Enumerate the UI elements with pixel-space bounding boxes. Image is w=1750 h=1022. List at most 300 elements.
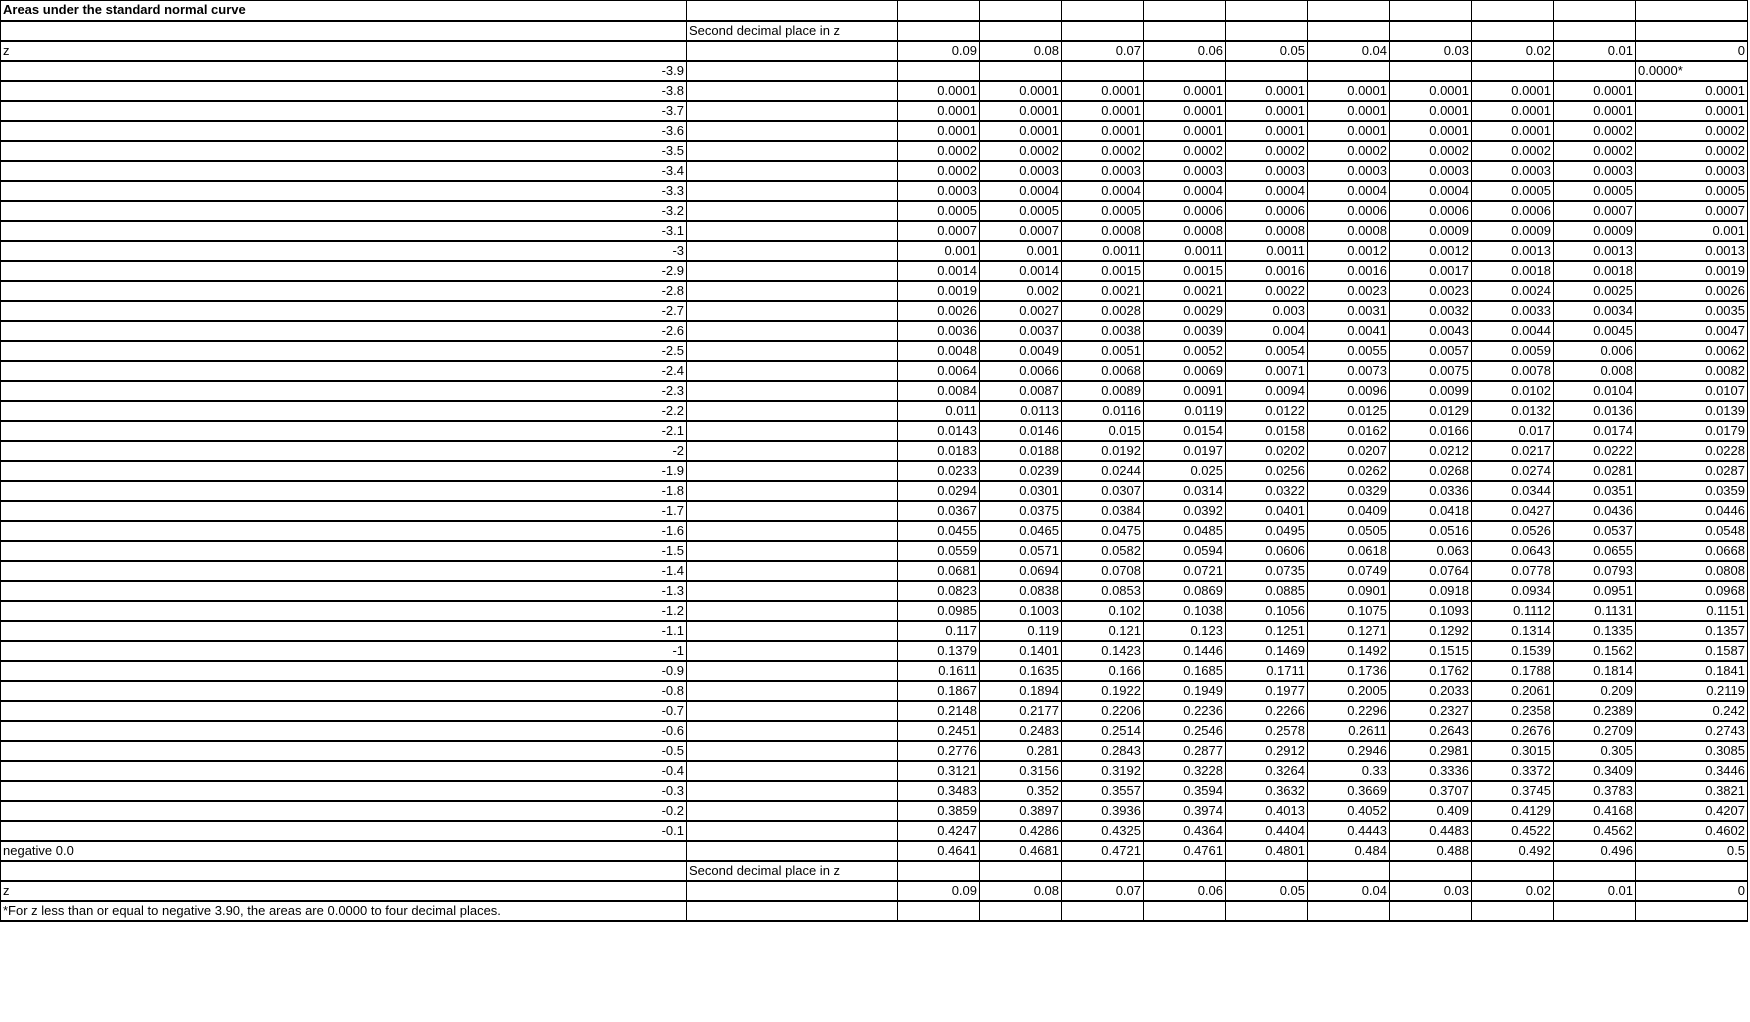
area-value[interactable]: 0.0043 [1390,321,1472,341]
area-value[interactable]: 0.0002 [1636,121,1748,141]
area-value[interactable]: 0.496 [1554,841,1636,861]
area-value[interactable]: 0.2709 [1554,721,1636,741]
area-value[interactable]: 0.2358 [1472,701,1554,721]
area-value[interactable]: 0.0505 [1308,521,1390,541]
area-value[interactable]: 0.33 [1308,761,1390,781]
empty-cell[interactable] [687,481,898,501]
area-value[interactable]: 0.0901 [1308,581,1390,601]
area-value[interactable]: 0.0951 [1554,581,1636,601]
area-value[interactable]: 0.0001 [1472,101,1554,121]
area-value[interactable]: 0.4602 [1636,821,1748,841]
area-value[interactable]: 0.117 [898,621,980,641]
area-value[interactable]: 0.166 [1062,661,1144,681]
area-value[interactable]: 0.2451 [898,721,980,741]
area-value[interactable]: 0.1251 [1226,621,1308,641]
area-value[interactable]: 0.1894 [980,681,1062,701]
area-value[interactable]: 0.0749 [1308,561,1390,581]
empty-cell[interactable] [1554,21,1636,41]
area-value[interactable]: 0.0764 [1390,561,1472,581]
area-value[interactable]: 0.0005 [1062,201,1144,221]
area-value[interactable]: 0.0192 [1062,441,1144,461]
area-value[interactable]: 0.2643 [1390,721,1472,741]
empty-cell[interactable] [687,801,898,821]
z-value-left[interactable]: -1.6 [1,521,687,541]
area-value[interactable]: 0.0003 [980,161,1062,181]
area-value[interactable]: 0.0001 [1226,81,1308,101]
empty-cell[interactable] [687,201,898,221]
area-value[interactable]: 0.0003 [898,181,980,201]
area-value[interactable]: 0.0039 [1144,321,1226,341]
empty-cell[interactable] [687,261,898,281]
empty-cell[interactable] [1308,21,1390,41]
area-value[interactable]: 0.484 [1308,841,1390,861]
area-value[interactable]: 0.0239 [980,461,1062,481]
empty-cell[interactable] [1636,901,1748,921]
area-value[interactable]: 0.0026 [898,301,980,321]
area-value[interactable]: 0.1492 [1308,641,1390,661]
empty-cell[interactable] [1472,1,1554,21]
area-value[interactable]: 0.0016 [1308,261,1390,281]
area-value[interactable]: 0.0139 [1636,401,1748,421]
area-value[interactable]: 0.1093 [1390,601,1472,621]
area-value[interactable] [1062,61,1144,81]
area-value[interactable]: 0.0401 [1226,501,1308,521]
area-value[interactable]: 0.0125 [1308,401,1390,421]
area-value[interactable]: 0.1685 [1144,661,1226,681]
area-value[interactable]: 0.0606 [1226,541,1308,561]
footnote[interactable]: *For z less than or equal to negative 3.90, the areas are 0.0000 to four decimal places. [1,901,687,921]
area-value[interactable]: 0.0006 [1144,201,1226,221]
area-value[interactable]: 0.1736 [1308,661,1390,681]
area-value[interactable]: 0.4443 [1308,821,1390,841]
area-value[interactable]: 0.0091 [1144,381,1226,401]
z-value-left[interactable]: -3.5 [1,141,687,161]
area-value[interactable]: 0.2033 [1390,681,1472,701]
area-value[interactable]: 0.0071 [1226,361,1308,381]
area-value[interactable]: 0.0003 [1472,161,1554,181]
z-value-left[interactable]: -3.4 [1,161,687,181]
area-value[interactable]: 0.4052 [1308,801,1390,821]
area-value[interactable]: 0.0031 [1308,301,1390,321]
area-value[interactable]: 0.0052 [1144,341,1226,361]
z-value-left[interactable]: -2 [1,441,687,461]
empty-cell[interactable] [1144,901,1226,921]
area-value[interactable]: 0.4168 [1554,801,1636,821]
area-value[interactable]: 0.0681 [898,561,980,581]
area-value[interactable]: 0.0015 [1062,261,1144,281]
area-value[interactable]: 0.3336 [1390,761,1472,781]
area-value[interactable]: 0.0007 [1636,201,1748,221]
column-header[interactable]: 0.02 [1472,41,1554,61]
area-value[interactable]: 0.4364 [1144,821,1226,841]
empty-cell[interactable] [1390,861,1472,881]
area-value[interactable]: 0.0002 [1308,141,1390,161]
area-value[interactable]: 0.0002 [1554,141,1636,161]
empty-cell[interactable] [980,861,1062,881]
area-value[interactable]: 0.0329 [1308,481,1390,501]
column-header-bottom[interactable]: 0.03 [1390,881,1472,901]
area-value[interactable]: 0.0001 [1636,81,1748,101]
area-value[interactable]: 0.0655 [1554,541,1636,561]
area-value[interactable]: 0.0244 [1062,461,1144,481]
z-value-left[interactable]: -3.8 [1,81,687,101]
area-value[interactable]: 0.3156 [980,761,1062,781]
z-value-left[interactable]: -3.6 [1,121,687,141]
area-value[interactable]: 0.0002 [1226,141,1308,161]
area-value[interactable]: 0.0001 [898,121,980,141]
area-value[interactable]: 0.3669 [1308,781,1390,801]
area-value[interactable]: 0.0089 [1062,381,1144,401]
area-value[interactable]: 0.0559 [898,541,980,561]
area-value[interactable]: 0.0002 [1144,141,1226,161]
area-value[interactable]: 0.3557 [1062,781,1144,801]
area-value[interactable]: 0.3632 [1226,781,1308,801]
area-value[interactable]: 0.4325 [1062,821,1144,841]
area-value[interactable]: 0.0287 [1636,461,1748,481]
area-value[interactable]: 0.1977 [1226,681,1308,701]
area-value[interactable]: 0.0005 [1472,181,1554,201]
z-value-left[interactable]: -0.9 [1,661,687,681]
empty-cell[interactable] [687,601,898,621]
area-value[interactable]: 0.0006 [1390,201,1472,221]
area-value[interactable]: 0.0013 [1636,241,1748,261]
area-value[interactable]: 0.1788 [1472,661,1554,681]
area-value[interactable]: 0.025 [1144,461,1226,481]
empty-cell[interactable] [687,501,898,521]
empty-cell[interactable] [1636,1,1748,21]
area-value[interactable]: 0.0045 [1554,321,1636,341]
z-value-left[interactable]: -2.8 [1,281,687,301]
area-value[interactable]: 0.0007 [1554,201,1636,221]
area-value[interactable]: 0.2266 [1226,701,1308,721]
area-value[interactable]: 0.0002 [898,161,980,181]
empty-cell[interactable] [687,541,898,561]
area-value[interactable]: 0.0013 [1472,241,1554,261]
area-value[interactable]: 0.1635 [980,661,1062,681]
area-value[interactable]: 0.0174 [1554,421,1636,441]
area-value[interactable]: 0.0778 [1472,561,1554,581]
area-value[interactable]: 0.0027 [980,301,1062,321]
empty-cell[interactable] [687,61,898,81]
area-value[interactable]: 0.1762 [1390,661,1472,681]
area-value[interactable] [898,61,980,81]
column-header[interactable]: 0.03 [1390,41,1472,61]
area-value[interactable] [1144,61,1226,81]
empty-cell[interactable] [1062,1,1144,21]
area-value[interactable]: 0.0409 [1308,501,1390,521]
area-value[interactable]: 0.001 [1636,221,1748,241]
area-value[interactable]: 0.1151 [1636,601,1748,621]
area-value[interactable] [1472,61,1554,81]
z-value-left[interactable]: -0.5 [1,741,687,761]
area-value[interactable]: 0.0001 [1144,81,1226,101]
area-value[interactable]: 0.0000* [1636,61,1748,81]
area-value[interactable]: 0.1292 [1390,621,1472,641]
area-value[interactable]: 0.0011 [1062,241,1144,261]
empty-cell[interactable] [1308,901,1390,921]
area-value[interactable]: 0.0793 [1554,561,1636,581]
area-value[interactable]: 0.0003 [1226,161,1308,181]
area-value[interactable]: 0.2236 [1144,701,1226,721]
area-value[interactable]: 0.0985 [898,601,980,621]
area-value[interactable]: 0.1922 [1062,681,1144,701]
empty-cell[interactable] [1144,1,1226,21]
empty-cell[interactable] [1472,861,1554,881]
column-header-bottom[interactable]: 0.06 [1144,881,1226,901]
area-value[interactable]: 0.2946 [1308,741,1390,761]
area-value[interactable]: 0.1357 [1636,621,1748,641]
area-value[interactable]: 0.004 [1226,321,1308,341]
column-header[interactable]: 0.08 [980,41,1062,61]
area-value[interactable]: 0.0495 [1226,521,1308,541]
area-value[interactable]: 0.0004 [1062,181,1144,201]
area-value[interactable]: 0.0001 [1308,121,1390,141]
area-value[interactable]: 0.0019 [898,281,980,301]
area-value[interactable]: 0.0009 [1472,221,1554,241]
area-value[interactable]: 0.0351 [1554,481,1636,501]
area-value[interactable]: 0.0002 [980,141,1062,161]
z-value-left[interactable]: -2.5 [1,341,687,361]
empty-cell[interactable] [687,221,898,241]
empty-cell[interactable] [898,21,980,41]
area-value[interactable]: 0.3192 [1062,761,1144,781]
area-value[interactable]: 0.0028 [1062,301,1144,321]
area-value[interactable]: 0.0001 [1636,101,1748,121]
area-value[interactable]: 0.1814 [1554,661,1636,681]
area-value[interactable]: 0.0023 [1390,281,1472,301]
area-value[interactable]: 0.0018 [1554,261,1636,281]
area-value[interactable]: 0.0001 [1062,121,1144,141]
area-value[interactable]: 0.1515 [1390,641,1472,661]
z-value-left[interactable]: -2.3 [1,381,687,401]
area-value[interactable]: 0.0051 [1062,341,1144,361]
area-value[interactable]: 0.0002 [1636,141,1748,161]
area-value[interactable]: 0.0446 [1636,501,1748,521]
area-value[interactable]: 0.0019 [1636,261,1748,281]
area-value[interactable]: 0.0075 [1390,361,1472,381]
area-value[interactable]: 0.0008 [1062,221,1144,241]
area-value[interactable]: 0.0002 [1390,141,1472,161]
area-value[interactable]: 0.0016 [1226,261,1308,281]
area-value[interactable]: 0.1131 [1554,601,1636,621]
area-value[interactable]: 0.1335 [1554,621,1636,641]
area-value[interactable]: 0.209 [1554,681,1636,701]
area-value[interactable]: 0.0582 [1062,541,1144,561]
empty-cell[interactable] [898,1,980,21]
area-value[interactable]: 0.1112 [1472,601,1554,621]
area-value[interactable]: 0.4641 [898,841,980,861]
area-value[interactable]: 0.0384 [1062,501,1144,521]
area-value[interactable]: 0.3783 [1554,781,1636,801]
area-value[interactable]: 0.0222 [1554,441,1636,461]
area-value[interactable]: 0.0808 [1636,561,1748,581]
empty-cell[interactable] [687,761,898,781]
z-value-left[interactable]: -3.2 [1,201,687,221]
empty-cell[interactable] [980,1,1062,21]
column-header-bottom[interactable]: 0.02 [1472,881,1554,901]
z-value-left[interactable]: -2.4 [1,361,687,381]
area-value[interactable]: 0.1539 [1472,641,1554,661]
area-value[interactable]: 0.006 [1554,341,1636,361]
area-value[interactable]: 0.119 [980,621,1062,641]
area-value[interactable]: 0.0885 [1226,581,1308,601]
area-value[interactable]: 0.0034 [1554,301,1636,321]
area-value[interactable]: 0.3085 [1636,741,1748,761]
area-value[interactable]: 0.0001 [980,101,1062,121]
z-value-left[interactable]: -0.2 [1,801,687,821]
area-value[interactable]: 0.0465 [980,521,1062,541]
empty-cell[interactable] [687,1,898,21]
area-value[interactable]: 0.2005 [1308,681,1390,701]
z-header-left[interactable]: z [1,41,687,61]
z-value-left[interactable]: -0.8 [1,681,687,701]
z-value-left[interactable]: -1.2 [1,601,687,621]
empty-cell[interactable] [980,901,1062,921]
area-value[interactable]: 0.017 [1472,421,1554,441]
area-value[interactable]: 0.0162 [1308,421,1390,441]
area-value[interactable]: 0.1075 [1308,601,1390,621]
area-value[interactable]: 0.121 [1062,621,1144,641]
area-value[interactable]: 0.0005 [898,201,980,221]
area-value[interactable]: 0.0918 [1390,581,1472,601]
empty-cell[interactable] [687,581,898,601]
area-value[interactable]: 0.0129 [1390,401,1472,421]
column-header-bottom[interactable]: 0 [1636,881,1748,901]
area-value[interactable]: 0.0122 [1226,401,1308,421]
empty-cell[interactable] [1226,901,1308,921]
empty-cell[interactable] [1062,861,1144,881]
z-value-left[interactable]: -1 [1,641,687,661]
area-value[interactable]: 0.0008 [1226,221,1308,241]
area-value[interactable]: 0.011 [898,401,980,421]
area-value[interactable]: 0.2578 [1226,721,1308,741]
area-value[interactable]: 0.0001 [1144,101,1226,121]
empty-cell[interactable] [687,321,898,341]
empty-cell[interactable] [687,121,898,141]
area-value[interactable]: 0.0823 [898,581,980,601]
column-header[interactable]: 0.09 [898,41,980,61]
empty-cell[interactable] [687,81,898,101]
z-value-left[interactable]: -3.9 [1,61,687,81]
area-value[interactable]: 0.2061 [1472,681,1554,701]
area-value[interactable]: 0.0838 [980,581,1062,601]
area-value[interactable]: 0.0344 [1472,481,1554,501]
area-value[interactable]: 0.0001 [1390,81,1472,101]
empty-cell[interactable] [1226,1,1308,21]
area-value[interactable]: 0.003 [1226,301,1308,321]
area-value[interactable]: 0.2912 [1226,741,1308,761]
area-value[interactable]: 0.0392 [1144,501,1226,521]
area-value[interactable]: 0.0009 [1554,221,1636,241]
area-value[interactable]: 0.0003 [1636,161,1748,181]
area-value[interactable]: 0.2611 [1308,721,1390,741]
area-value[interactable]: 0.0049 [980,341,1062,361]
empty-cell[interactable] [1226,21,1308,41]
column-header-bottom[interactable]: 0.05 [1226,881,1308,901]
area-value[interactable]: 0.0017 [1390,261,1472,281]
empty-cell[interactable] [1,21,687,41]
area-value[interactable]: 0.0001 [1390,121,1472,141]
area-value[interactable]: 0.0322 [1226,481,1308,501]
area-value[interactable]: 0.0166 [1390,421,1472,441]
empty-cell[interactable] [687,901,898,921]
column-header-bottom[interactable]: 0.07 [1062,881,1144,901]
area-value[interactable]: 0.3897 [980,801,1062,821]
empty-cell[interactable] [1554,1,1636,21]
empty-cell[interactable] [898,861,980,881]
area-value[interactable]: 0.2776 [898,741,980,761]
area-value[interactable]: 0.0708 [1062,561,1144,581]
area-value[interactable]: 0.0038 [1062,321,1144,341]
area-value[interactable]: 0.0003 [1390,161,1472,181]
area-value[interactable]: 0.0418 [1390,501,1472,521]
area-value[interactable]: 0.0004 [1390,181,1472,201]
z-value-left[interactable]: -1.9 [1,461,687,481]
empty-cell[interactable] [687,401,898,421]
area-value[interactable]: 0.0062 [1636,341,1748,361]
area-value[interactable]: 0.2843 [1062,741,1144,761]
area-value[interactable]: 0.0094 [1226,381,1308,401]
area-value[interactable]: 0.1949 [1144,681,1226,701]
z-value-left[interactable]: -0.3 [1,781,687,801]
area-value[interactable]: 0.4801 [1226,841,1308,861]
empty-cell[interactable] [1144,861,1226,881]
area-value[interactable]: 0.3821 [1636,781,1748,801]
area-value[interactable]: 0.0367 [898,501,980,521]
empty-cell[interactable] [687,841,898,861]
area-value[interactable]: 0.0427 [1472,501,1554,521]
area-value[interactable]: 0.0003 [1308,161,1390,181]
area-value[interactable]: 0.3372 [1472,761,1554,781]
area-value[interactable]: 0.3483 [898,781,980,801]
area-value[interactable]: 0.3936 [1062,801,1144,821]
empty-cell[interactable] [1062,21,1144,41]
area-value[interactable]: 0.0057 [1390,341,1472,361]
area-value[interactable]: 0.0001 [1062,101,1144,121]
area-value[interactable]: 0.0001 [898,101,980,121]
area-value[interactable]: 0.001 [898,241,980,261]
area-value[interactable]: 0.0721 [1144,561,1226,581]
area-value[interactable]: 0.0618 [1308,541,1390,561]
empty-cell[interactable] [687,241,898,261]
area-value[interactable]: 0.3707 [1390,781,1472,801]
area-value[interactable]: 0.0146 [980,421,1062,441]
empty-cell[interactable] [687,521,898,541]
area-value[interactable]: 0.0001 [1472,121,1554,141]
area-value[interactable]: 0.2296 [1308,701,1390,721]
empty-cell[interactable] [687,741,898,761]
area-value[interactable]: 0.492 [1472,841,1554,861]
area-value[interactable]: 0.0475 [1062,521,1144,541]
area-value[interactable]: 0.0068 [1062,361,1144,381]
empty-cell[interactable] [687,701,898,721]
empty-cell[interactable] [687,381,898,401]
area-value[interactable]: 0.1038 [1144,601,1226,621]
area-value[interactable]: 0.0002 [1554,121,1636,141]
area-value[interactable]: 0.0018 [1472,261,1554,281]
area-value[interactable]: 0.0059 [1472,341,1554,361]
z-value-left[interactable]: -2.9 [1,261,687,281]
area-value[interactable]: 0.0268 [1390,461,1472,481]
empty-cell[interactable] [1226,861,1308,881]
area-value[interactable]: 0.0069 [1144,361,1226,381]
area-value[interactable]: 0.2389 [1554,701,1636,721]
area-value[interactable]: 0.0294 [898,481,980,501]
area-value[interactable]: 0.0025 [1554,281,1636,301]
column-header-bottom[interactable]: 0.01 [1554,881,1636,901]
area-value[interactable]: 0.0004 [1144,181,1226,201]
area-value[interactable]: 0.0041 [1308,321,1390,341]
